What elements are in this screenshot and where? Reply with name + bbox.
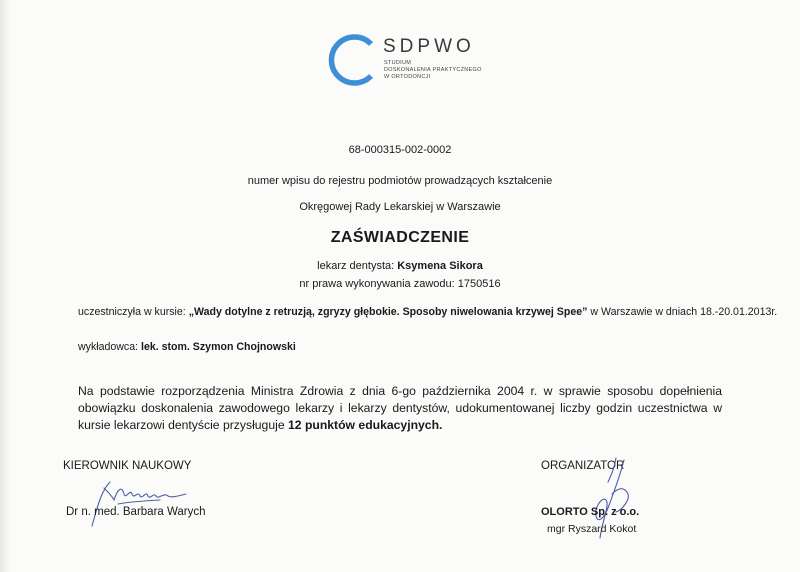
sdpwo-logo [327,32,527,88]
organizer-title: ORGANIZATOR [541,460,625,472]
registry-number: 68-000315-002-0002 [348,144,452,156]
document-title: ZAŚWIADCZENIE [330,229,470,246]
logo-subtitle [384,60,482,81]
registry-description: numer wpisu do rejestru podmiotów prowadzących kształcenie [247,175,553,187]
license-number: nr prawa wykonywania zawodu: 1750516 [299,278,501,290]
statement-text: Na podstawie rozporządzenia Ministra Zdrowia z dnia 6-go października 2004 r. w sprawie sposobu dopełnienia obowiązku doskonalenia zawodowego lekarzy i lekarzy dentystów, udokumentowanej liczby godzin uczestnictwa w kursie lekarzowi dentyście przysługuje [78,384,722,432]
recipient-name: Ksymena Sikora [397,260,483,272]
scientific-director-name: Dr n. med. Barbara Warych [66,506,206,518]
scientific-director-title: KIEROWNIK NAUKOWY [63,460,192,472]
medical-chamber: Okręgowej Rady Lekarskiej w Warszawie [299,201,501,213]
education-points: 12 punktów edukacyjnych. [288,418,443,432]
statement-paragraph [78,383,722,434]
director-signature [82,470,202,532]
recipient-label: lekarz dentysta: [317,260,398,272]
course-line [78,306,777,318]
course-prefix: uczestniczyła w kursie: [78,306,189,318]
logo-subtitle-line: DOSKONALENIA PRAKTYCZNEGO [384,67,482,73]
logo-name: SDPWO [383,36,475,57]
recipient-line [0,260,800,272]
lecturer-name: lek. stom. Szymon Chojnowski [141,341,296,353]
logo-subtitle-line: W ORTODONCJI [384,74,431,80]
organizer-name: mgr Ryszard Kokot [547,523,637,535]
lecturer-label: wykładowca: [78,341,141,353]
course-suffix: w Warszawie w dniach 18.-20.01.2013r. [587,306,778,318]
logo-ring-icon [327,32,379,88]
lecturer-line [78,341,296,353]
logo-subtitle-line: STUDIUM [384,60,412,66]
course-name: „Wady dotylne z retruzją, zgryzy głębokie. Sposoby niwelowania krzywej Spee” [188,306,588,318]
organizer-company: OLORTO Sp. z o.o. [541,506,640,518]
